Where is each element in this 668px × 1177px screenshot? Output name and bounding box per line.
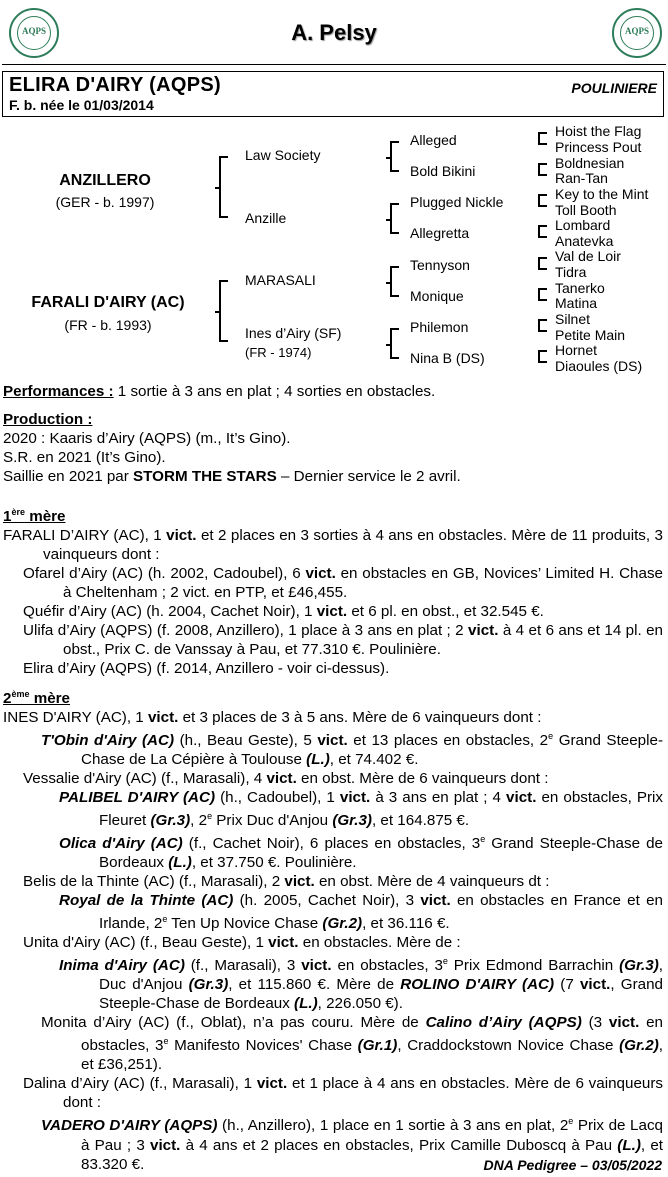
pedigree-gen2-4: Ines d’Airy (SF) <box>245 325 342 341</box>
header-divider <box>2 64 666 65</box>
horse-title-box <box>2 71 664 117</box>
pedigree-gen3-8: Nina B (DS) <box>410 350 485 366</box>
t: (h., Cadoubel), 1 <box>215 789 340 807</box>
second-dam-intro <box>3 708 663 727</box>
t: et 6 pl. en obst., et 32.545 €. <box>347 603 544 621</box>
pedigree-gen4-5: Key to the Mint <box>555 186 649 202</box>
t: , et 83.320 €. <box>81 1136 663 1173</box>
t: Grand Steeple-Chase de La Cépière à Toulouse <box>81 732 664 769</box>
gen2-brace-2 <box>390 203 392 234</box>
t: , et 164.875 €. <box>371 812 470 830</box>
t: , Grand Steeple-Chase de Bordeaux <box>99 976 663 1013</box>
pedigree-gen4-7: Lombard <box>555 217 611 233</box>
gen2-brace-3 <box>390 266 392 297</box>
t: VADERO D'AIRY (AQPS) <box>41 1117 218 1135</box>
t: (3 <box>581 1014 609 1032</box>
t: (f., Marasali), 3 <box>184 957 302 975</box>
sire-brace <box>219 156 221 218</box>
heading-word: mère <box>24 508 66 526</box>
sire-name: ANZILLERO <box>59 172 151 189</box>
t: Inima d'Airy (AC) <box>59 957 185 975</box>
t: vict. <box>284 873 315 891</box>
t: , et 37.750 €. Poulinière. <box>191 854 357 872</box>
heading-num: 2 <box>3 690 12 708</box>
t: ROLINO D'AIRY (AC) <box>400 976 555 994</box>
t: Olica d'Airy (AC) <box>59 835 183 853</box>
pedigree-gen4-14: Petite Main <box>555 327 626 343</box>
t: vict. <box>608 1014 640 1032</box>
produce-vessalie <box>3 769 663 788</box>
t: Prix Duc d'Anjou <box>212 812 333 830</box>
produce-monita <box>3 1013 663 1074</box>
horse-name: ELIRA D'AIRY (AQPS) <box>9 74 221 96</box>
t: vict. <box>468 622 499 640</box>
t: e <box>568 1116 574 1127</box>
t: Vessalie d'Airy (AC) (f., Marasali), 4 <box>23 770 267 788</box>
t: (h., Beau Geste), 5 <box>174 732 318 750</box>
association-logo-left: AQPS <box>9 8 59 58</box>
gen3-brace-4 <box>538 225 540 238</box>
t: Monita d’Airy (AC) (f., Oblat), n’a pas couru. Mère de <box>41 1014 426 1032</box>
production-saillie <box>3 467 663 486</box>
produce-inima <box>3 952 663 1013</box>
t: (Gr.3) <box>619 957 659 975</box>
t: (7 <box>554 976 580 994</box>
saillie-pre: Saillie en 2021 par <box>3 468 134 485</box>
second-dam-heading <box>3 685 663 708</box>
footer-credit: DNA Pedigree – 03/05/2022 <box>483 1157 662 1173</box>
saillie-stallion: STORM THE STARS <box>133 468 277 485</box>
t: Dalina d’Airy (AC) (f., Marasali), 1 <box>23 1075 257 1093</box>
t: (f., Cachet Noir), 6 places en obstacles, 3 <box>182 835 481 853</box>
produce-olica <box>3 830 663 872</box>
t: vict. <box>166 527 197 545</box>
sire-info: (GER - b. 1997) <box>55 194 155 210</box>
t: , et £36,251). <box>81 1037 663 1074</box>
heading-sup: ème <box>11 689 30 699</box>
performances-section <box>3 382 663 401</box>
association-logo-right: AQPS <box>612 8 662 58</box>
pedigree-gen3-1: Alleged <box>410 132 457 148</box>
t: vict. <box>147 709 179 727</box>
t: e <box>162 914 168 925</box>
first-dam-section <box>3 503 663 678</box>
second-dam-section <box>3 685 663 1174</box>
production-section <box>3 410 663 486</box>
t: vict. <box>150 1136 181 1154</box>
t: e <box>163 1036 169 1047</box>
t: vict. <box>316 603 348 621</box>
t: à 4 ans et 2 places en obstacles, Prix Camille Duboscq à Pau <box>180 1136 618 1154</box>
t: , et 36.116 €. <box>362 915 450 933</box>
horse-subtitle: F. b. née le 01/03/2014 <box>9 97 154 113</box>
pedigree-gen3-7: Philemon <box>410 319 469 335</box>
t: en obstacles. Mère de : <box>298 934 461 952</box>
t: et 1 place à 4 ans en obstacles. Mère de 6 vainqueurs dont : <box>63 1075 663 1112</box>
t: (Gr.2) <box>322 915 363 933</box>
gen3-brace-5 <box>538 257 540 270</box>
t: INES D'AIRY (AC), 1 <box>3 709 148 727</box>
heading-sup: ère <box>11 507 25 517</box>
t: , Duc d'Anjou <box>99 957 663 994</box>
pedigree-gen3-3: Plugged Nickle <box>410 194 504 210</box>
t: (L.) <box>168 854 192 872</box>
t: , Craddockstown Novice Chase <box>397 1037 620 1055</box>
gen3-brace-7 <box>538 319 540 332</box>
t: (L.) <box>294 995 318 1013</box>
t: vict. <box>256 1075 288 1093</box>
t: vict. <box>420 892 451 910</box>
horse-status: POULINIERE <box>571 80 657 96</box>
pedigree-gen4-16: Diaoules (DS) <box>555 358 643 374</box>
t: , et 74.402 €. <box>329 751 419 769</box>
dam-name: FARALI D'AIRY (AC) <box>31 294 185 311</box>
t: (L.) <box>617 1136 641 1154</box>
t: en obstacles, Prix Fleuret <box>99 789 663 830</box>
pedigree-gen2-2: Anzille <box>245 210 287 226</box>
produce-tobin <box>3 727 663 769</box>
production-label: Production : <box>3 411 93 428</box>
pedigree-gen4-2: Princess Pout <box>555 139 642 155</box>
t: et 3 places de 3 à 5 ans. Mère de 6 vainqueurs dont : <box>178 709 542 727</box>
produce-royal <box>3 891 663 933</box>
t: vict. <box>305 565 336 583</box>
t: en obstacles en GB, Novices’ Limited H. Chase à Cheltenham ; 2 vict. en PTP, et £46,455. <box>63 565 663 602</box>
t: vict. <box>579 976 611 994</box>
t: en obst. Mère de 6 vainqueurs dont : <box>296 770 549 788</box>
gen3-brace-1 <box>538 132 540 145</box>
first-dam-intro <box>3 526 663 564</box>
pedigree-gen3-6: Monique <box>410 288 464 304</box>
t: (h. 2005, Cachet Noir), 3 <box>233 892 421 910</box>
t: , et 115.860 €. Mère de <box>228 976 401 994</box>
gen3-brace-6 <box>538 288 540 301</box>
pedigree-gen2-3: MARASALI <box>245 272 316 288</box>
t: (Gr.3) <box>150 812 191 830</box>
t: en obst. Mère de 4 vainqueurs dt : <box>314 873 550 891</box>
t: PALIBEL D'AIRY (AC) <box>59 789 216 807</box>
pedigree-gen4-8: Anatevka <box>555 233 614 249</box>
t: e <box>548 731 554 742</box>
performances-label: Performances : <box>3 383 114 400</box>
t: e <box>207 811 213 822</box>
t: à 4 et 6 ans et 14 pl. en obst., Prix C. de Vanssay à Pau, et 77.310 €. Poulinière. <box>63 622 663 659</box>
produce-ulifa <box>3 621 663 659</box>
t: Prix Edmond Barrachin <box>447 957 620 975</box>
pedigree-gen4-11: Tanerko <box>555 280 605 296</box>
t: vict. <box>506 789 537 807</box>
pedigree-gen4-12: Matina <box>555 295 598 311</box>
breeder-title: A. Pelsy <box>291 20 377 45</box>
t: FARALI D’AIRY (AC), 1 <box>3 527 167 545</box>
t: vict. <box>339 789 371 807</box>
t: (Gr.2) <box>619 1037 659 1055</box>
gen2-brace-1 <box>390 141 392 172</box>
t: (h., Anzillero), 1 place en 1 sortie à 3 ans en plat, 2 <box>217 1117 569 1135</box>
pedigree-gen4-9: Val de Loir <box>555 248 621 264</box>
gen3-brace-8 <box>538 350 540 363</box>
pedigree-gen3-4: Allegretta <box>410 225 470 241</box>
t: (Gr.1) <box>357 1037 398 1055</box>
t: Grand Steeple-Chase de Bordeaux <box>99 835 663 872</box>
pedigree-gen3-2: Bold Bikini <box>410 163 476 179</box>
t: Ulifa d’Airy (AQPS) (f. 2008, Anzillero), 1 place à 3 ans en plat ; 2 <box>23 622 469 640</box>
t: en obstacles en France et en Irlande, 2 <box>99 892 663 933</box>
pedigree-gen4-4: Ran-Tan <box>555 170 608 186</box>
first-dam-heading <box>3 503 663 526</box>
dam-info: (FR - b. 1993) <box>64 317 152 333</box>
t: en obstacles, 3 <box>81 1014 663 1055</box>
t: Prix de Lacq à Pau ; 3 <box>81 1117 663 1154</box>
produce-belis <box>3 872 663 891</box>
t: et 13 places en obstacles, 2 <box>347 732 549 750</box>
t: et 2 places en 3 sorties à 4 ans en obstacles. Mère de 11 produits, 3 vainqueurs dont : <box>43 527 663 564</box>
pedigree-gen2-1: Law Society <box>245 147 321 163</box>
t: (Gr.3) <box>332 812 372 830</box>
t: vict. <box>266 770 297 788</box>
saillie-post: – Dernier service le 2 avril. <box>276 468 461 485</box>
gen3-brace-2 <box>538 163 540 176</box>
heading-num: 1 <box>3 508 12 526</box>
t: Belis de la Thinte (AC) (f., Marasali), 2 <box>23 873 285 891</box>
pedigree-gen4-6: Toll Booth <box>555 202 617 218</box>
produce-quefir <box>3 602 663 621</box>
t: vict. <box>268 934 299 952</box>
t: (Gr.3) <box>188 976 229 994</box>
pedigree-gen4-13: Silnet <box>555 311 591 327</box>
gen3-brace-3 <box>538 194 540 207</box>
t: vict. <box>317 732 348 750</box>
dam-brace <box>219 280 221 342</box>
t: e <box>442 956 448 967</box>
t: Ten Up Novice Chase <box>167 915 323 933</box>
t: en obstacles, 3 <box>331 957 443 975</box>
performances-text: 1 sortie à 3 ans en plat ; 4 sorties en obstacles. <box>113 383 436 400</box>
production-line: 2020 : Kaaris d’Airy (AQPS) (m., It’s Gino). <box>3 430 291 447</box>
t: e <box>480 834 486 845</box>
pedigree-gen2-4-info: (FR - 1974) <box>245 345 312 360</box>
heading-word: mère <box>29 690 70 708</box>
pedigree-gen4-10: Tidra <box>555 264 587 280</box>
t: Unita d'Airy (AC) (f., Beau Geste), 1 <box>23 934 269 952</box>
gen2-brace-4 <box>390 328 392 359</box>
produce-elira: Elira d’Airy (AQPS) (f. 2014, Anzillero - voir ci-dessus). <box>23 660 390 678</box>
t: Manifesto Novices' Chase <box>168 1037 358 1055</box>
produce-unita <box>3 933 663 952</box>
t: Calino d’Airy (AQPS) <box>425 1014 582 1032</box>
t: Ofarel d’Airy (AC) (h. 2002, Cadoubel), 6 <box>23 565 306 583</box>
t: vict. <box>301 957 332 975</box>
t: , 2 <box>190 812 208 830</box>
t: Royal de la Thinte (AC) <box>59 892 234 910</box>
produce-palibel <box>3 788 663 830</box>
t: (L.) <box>306 751 330 769</box>
produce-ofarel <box>3 564 663 602</box>
t: à 3 ans en plat ; 4 <box>370 789 507 807</box>
production-line: S.R. en 2021 (It’s Gino). <box>3 449 166 466</box>
pedigree-gen3-5: Tennyson <box>410 257 470 273</box>
t: T'Obin d'Airy (AC) <box>41 732 175 750</box>
pedigree-gen4-1: Hoist the Flag <box>555 123 642 139</box>
t: Quéfir d’Airy (AC) (h. 2004, Cachet Noir), 1 <box>23 603 317 621</box>
t: , 226.050 €). <box>317 995 403 1013</box>
pedigree-gen4-15: Hornet <box>555 342 598 358</box>
pedigree-gen4-3: Boldnesian <box>555 155 625 171</box>
produce-dalina <box>3 1074 663 1112</box>
